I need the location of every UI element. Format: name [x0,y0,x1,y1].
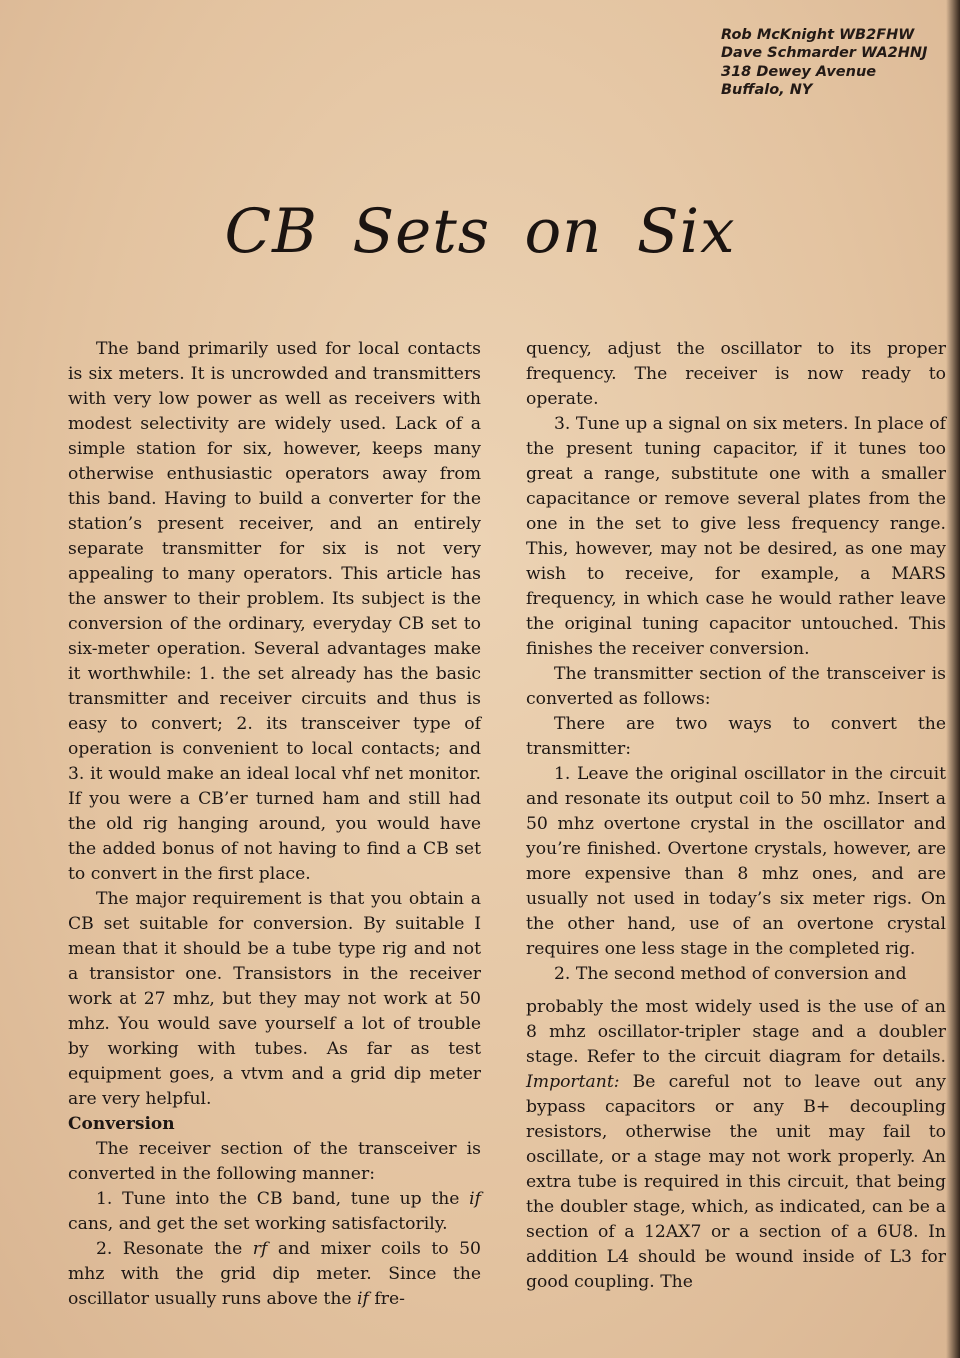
step-1-emphasis: if [469,1189,481,1209]
author-city: Buffalo, NY [721,81,813,98]
transmitter-method-2-continued [526,995,946,1295]
receiver-step-3: 3. Tune up a signal on six meters. In place of the present tuning capacitor, if it tunes too great a range, substitute one with a smaller capacitance or remove several plates from the one in the set to give less frequency range. This, however, may not be desired, as one may wish to receive, for example, a MARS frequency, in which case he would rather leave the original tuning capacitor untouched. This finishes the receiver conversion. [526,414,946,659]
receiver-step-1 [68,1187,481,1237]
transmitter-ways-paragraph: There are two ways to convert the transmitter: [526,714,946,759]
article-title: CB Sets on Six [224,196,736,267]
step-2-emphasis-if: if [357,1289,369,1309]
method-2-text-a: probably the most widely used is the use of an 8 mhz oscillator-tripler stage and a doubler stage. Refer to the circuit diagram for details. [526,997,946,1067]
step-1-text-a: 1. Tune into the CB band, tune up the [96,1189,470,1209]
requirement-paragraph: The major requirement is that you obtain a CB set suitable for conversion. By suitable I mean that it should be a tube type rig and not a transistor one. Transistors in the receiver work at 27 mhz, but they may not work at 50 mhz. You would save yourself a lot of trouble by working with tubes. As far as test equipment goes, a vtvm and a grid dip meter are very helpful. [68,889,481,1109]
step-2-text-b: and mixer coils to 50 mhz with the grid dip meter. Since the oscillator usually runs above the [68,1239,481,1309]
author-address: 318 Dewey Avenue [721,63,877,80]
conversion-heading: Conversion [68,1114,175,1134]
receiver-intro-paragraph: The receiver section of the transceiver is converted in the following manner: [68,1139,481,1184]
important-label: Important: [526,1072,620,1092]
intro-paragraph: The band primarily used for local contacts is six meters. It is uncrowded and transmitters with very low power as well as receivers with modest selectivity are widely used. Lack of a simple station for six, however, keeps many otherwise enthusiastic operators away from this band. Having to build a converter for the station’s present receiver, and an entirely separate transmitter for six is not very appealing to many operators. This article has the answer to their problem. Its subject is the conversion of the ordinary, everyday CB set to six-meter operation. Several advantages make it worthwhile: 1. the set already has the basic transmitter and receiver circuits and thus is easy to convert; 2. its transceiver type of operation is convenient to local contacts; and 3. it would make an ideal local vhf net monitor. If you were a CB’er turned ham and still had the old rig hanging around, you would have the added bonus of not having to find a CB set to convert in the first place. [68,339,481,884]
right-column [526,337,946,1295]
author-block [721,26,927,99]
step-2-text-a: 2. Resonate the [96,1239,253,1259]
transmitter-method-2: 2. The second method of conversion and [554,964,907,984]
transmitter-intro-paragraph: The transmitter section of the transceiver is converted as follows: [526,664,946,709]
method-2-text-b: Be careful not to leave out any bypass capacitors or any B+ decoupling resistors, otherwise the unit may fail to oscillate, or a stage may not work properly. An extra tube is required in this circuit, that being the doubler stage, which, as indicated, can be a section of a 12AX7 or a section of a 6U8. In addition L4 should be wound inside of L3 for good coupling. The [526,1072,946,1292]
step-1-text-b: cans, and get the set working satisfactorily. [68,1214,448,1234]
step-2-text-c: fre- [368,1289,405,1309]
author-line-2: Dave Schmarder WA2HNJ [721,45,928,62]
left-column [68,337,481,1312]
transmitter-method-1: 1. Leave the original oscillator in the circuit and resonate its output coil to 50 mhz. Insert a 50 mhz overtone crystal in the oscillator and you’re finished. Overtone crystals, however, are more expensive than 8 mhz ones, and are usually not used in today’s six meter rigs. On the other hand, use of an overtone crystal requires one less stage in the completed rig. [526,764,946,959]
step-2-emphasis-rf: rf [252,1239,268,1259]
receiver-step-2 [68,1237,481,1312]
author-line-1: Rob McKnight WB2FHW [721,27,915,43]
receiver-step-2-continued: quency, adjust the oscillator to its proper frequency. The receiver is now ready to operate. [526,339,946,409]
